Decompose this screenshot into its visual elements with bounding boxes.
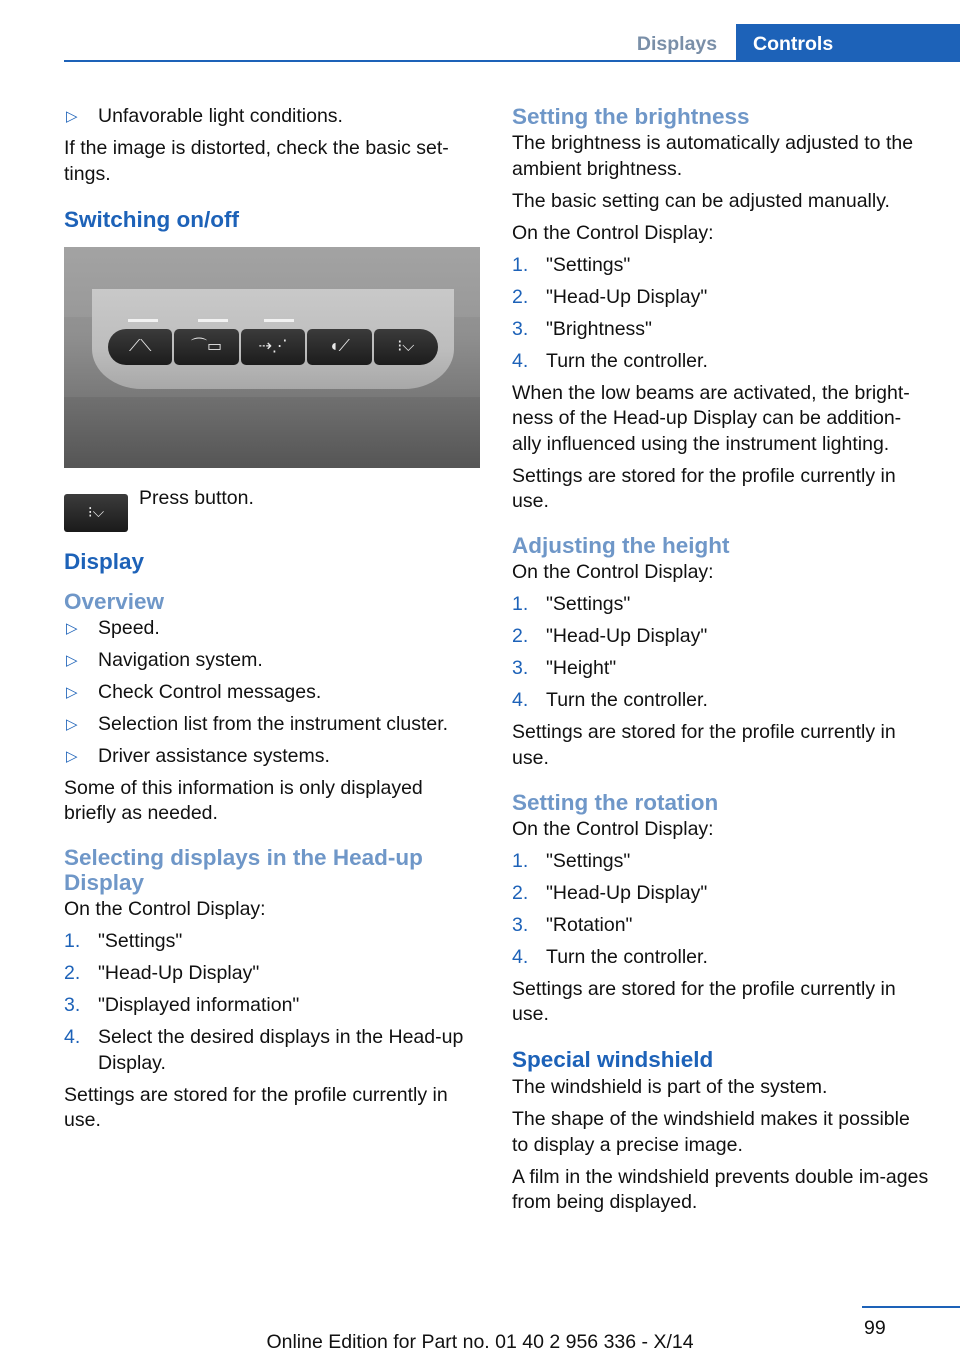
rotation-intro: On the Control Display: (512, 817, 714, 840)
height-steps (512, 592, 930, 714)
overview-paragraph: Some of this information is only displayed briefly as needed. (64, 776, 423, 824)
footer-rule (862, 1306, 960, 1308)
list-item: 2. "Head-Up Display" (512, 881, 708, 904)
list-item: 4. Turn the controller. (512, 945, 708, 968)
selecting-heading: Selecting displays in the Head-up Display (64, 845, 423, 895)
press-button-row (64, 486, 476, 526)
height-paragraph: Settings are stored for the profile currently in use. (512, 721, 896, 769)
intro-list (64, 104, 476, 130)
list-item: 3. "Brightness" (512, 317, 652, 340)
selecting-intro: On the Control Display: (64, 898, 266, 920)
height-intro: On the Control Display: (512, 561, 714, 583)
selecting-steps (64, 929, 476, 1076)
brightness-intro: On the Control Display: (512, 221, 714, 244)
list-item: 4. Select the desired displays in the Head-up Display. (64, 1026, 464, 1074)
head-up-display-icon: ⁝⌵ (374, 329, 438, 365)
list-item: 2. "Head-Up Display" (512, 625, 708, 647)
rotation-heading: Setting the rotation (512, 789, 719, 815)
triangle-bullet-icon: ▷ (66, 715, 78, 733)
list-item: ▷ Check Control messages. (64, 680, 476, 706)
brightness-paragraph-2: The basic setting can be adjusted manually. (512, 189, 890, 212)
overview-list (64, 616, 476, 770)
list-item: 3. "Height" (512, 657, 617, 679)
left-column (64, 104, 476, 1140)
rotation-steps (512, 849, 930, 971)
lane-change-icon: ⇢⋰ (241, 329, 305, 365)
list-item: 1. "Settings" (512, 593, 631, 615)
brightness-paragraph-1: The brightness is automatically adjusted to the ambient brightness. (512, 132, 914, 180)
list-item: 3. "Displayed information" (64, 994, 300, 1016)
intro-paragraph: If the image is distorted, check the basic set-tings. (64, 137, 449, 185)
list-item: 2. "Head-Up Display" (512, 285, 708, 308)
list-item: ▷ Driver assistance systems. (64, 744, 476, 770)
triangle-bullet-icon: ▷ (66, 747, 78, 765)
list-item: 1. "Settings" (64, 930, 183, 952)
list-item: 2. "Head-Up Display" (64, 962, 260, 984)
button-panel-photo (64, 247, 480, 468)
windshield-heading: Special windshield (512, 1047, 714, 1072)
triangle-bullet-icon: ▷ (66, 683, 78, 701)
collision-warning-icon: ⌒▭ (174, 329, 238, 365)
head-up-display-icon: ⁝⌵ (64, 494, 128, 532)
triangle-bullet-icon: ▷ (66, 651, 78, 669)
selecting-paragraph: Settings are stored for the profile currently in use. (64, 1083, 448, 1131)
list-item: ▷ Unfavorable light conditions. (64, 104, 476, 130)
lane-departure-icon: ⟋⟍ (108, 329, 172, 365)
list-item: 1. "Settings" (512, 849, 631, 872)
windshield-paragraph-2: The shape of the windshield makes it possible to display a precise image. (512, 1108, 910, 1156)
brightness-paragraph-4: Settings are stored for the profile currently in use. (512, 464, 896, 512)
display-heading: Display (64, 548, 145, 574)
list-item: 4. Turn the controller. (512, 689, 708, 711)
overview-heading: Overview (64, 588, 165, 614)
edition-note: Online Edition for Part no. 01 40 2 956 336 - X/14 (266, 1331, 694, 1353)
list-item: 3. "Rotation" (512, 913, 633, 936)
press-text: Press button. (139, 486, 254, 509)
tab-controls: Controls (736, 24, 960, 62)
list-item: ▷ Speed. (64, 616, 476, 642)
windshield-paragraph-3: A film in the windshield prevents double im-ages from being displayed. (512, 1165, 929, 1213)
list-item: 4. Turn the controller. (512, 349, 708, 372)
night-vision-icon: ◖⟋ (307, 329, 371, 365)
switching-heading: Switching on/off (64, 206, 239, 232)
page-number: 99 (864, 1317, 886, 1339)
list-item: ▷ Selection list from the instrument cluster. (64, 712, 476, 738)
windshield-paragraph-1: The windshield is part of the system. (512, 1076, 828, 1098)
brightness-paragraph-3: When the low beams are activated, the bright-ness of the Head-up Display can be addition-ally influenced using the instrument lighting. (512, 381, 910, 455)
triangle-bullet-icon: ▷ (66, 108, 78, 125)
triangle-bullet-icon: ▷ (66, 619, 78, 637)
height-heading: Adjusting the height (512, 533, 730, 558)
right-column (512, 104, 930, 1222)
list-item: 1. "Settings" (512, 253, 631, 276)
rotation-paragraph: Settings are stored for the profile currently in use. (512, 977, 896, 1025)
list-item: ▷ Navigation system. (64, 648, 476, 674)
tab-displays: Displays (636, 33, 718, 55)
brightness-heading: Setting the brightness (512, 104, 750, 129)
brightness-steps (512, 253, 930, 375)
header-rule (64, 60, 960, 62)
